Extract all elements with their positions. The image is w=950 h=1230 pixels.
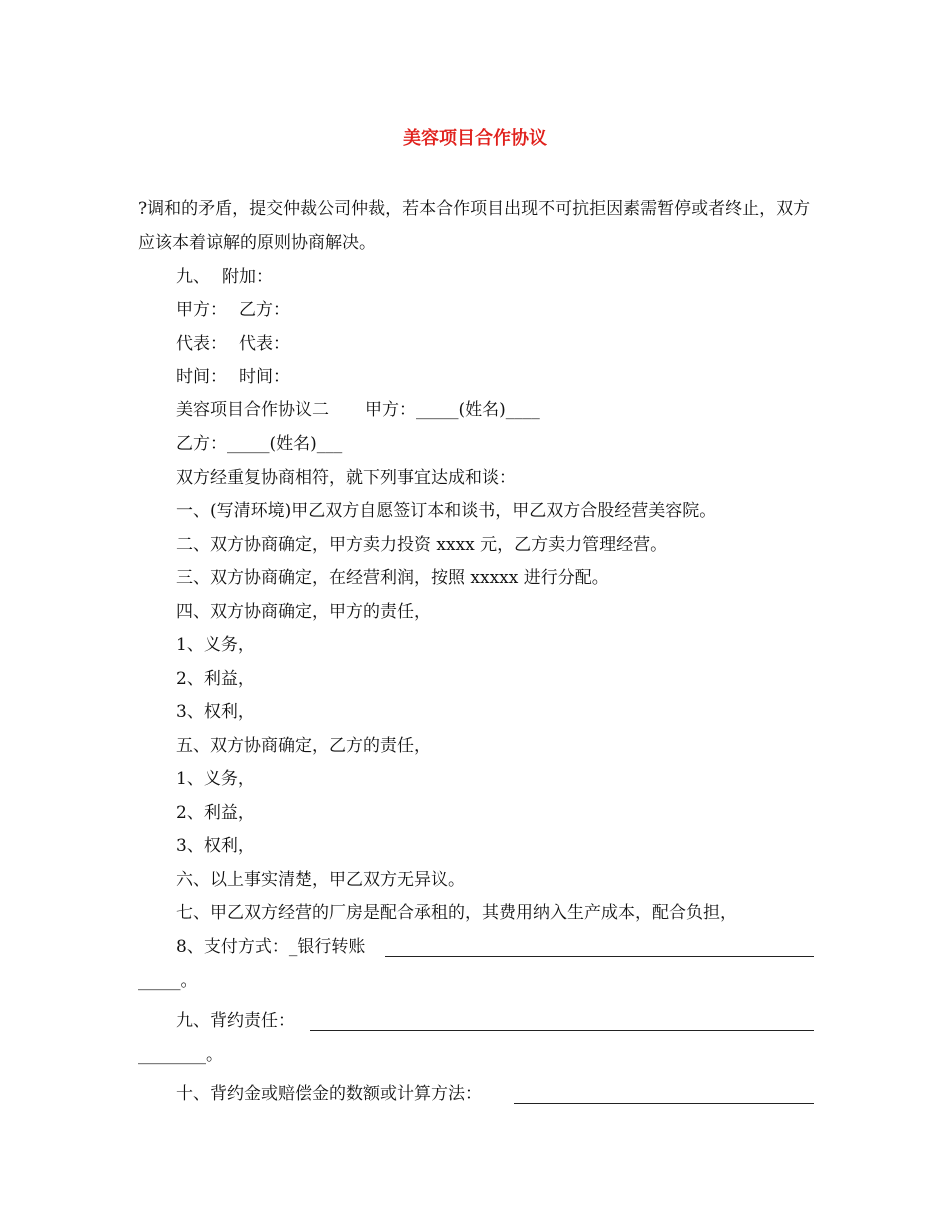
clause-line: 七、甲乙双方经营的厂房是配合承租的，其费用纳入生产成本，配合负担， xyxy=(176,903,737,923)
breach-blank-rule xyxy=(310,1030,814,1031)
second-party-a: 甲方：_____(姓名)____ xyxy=(365,400,540,420)
payment-blank-rule xyxy=(385,956,814,957)
clause-line: 一、(写清环境)甲乙双方自愿签订本和谈书，甲乙双方合股经营美容院。 xyxy=(176,501,717,521)
clause-line: 四、双方协商确定，甲方的责任， xyxy=(176,602,431,622)
breach-liability-line: 九、背约责任： xyxy=(176,1011,295,1031)
appendix-heading xyxy=(138,266,852,288)
representative-a-label: 代表： xyxy=(176,334,227,354)
clause-line: 2、利益， xyxy=(176,669,255,689)
payment-tail: _____。 xyxy=(138,971,198,991)
time-a-label: 时间： xyxy=(176,367,227,387)
appendix-number: 九、 xyxy=(176,267,210,287)
clause-line: 3、权利， xyxy=(176,836,255,856)
clause-line: 3、权利， xyxy=(176,702,255,722)
intro-paragraph: ?调和的矛盾，提交仲裁公司仲裁，若本合作项目出现不可抗拒因素需暂停或者终止，双方应该本着谅解的原则协商解决。 xyxy=(138,199,811,253)
second-agreement-title: 美容项目合作协议二 xyxy=(176,400,329,420)
clause-line: 三、双方协商确定，在经营利润，按照 xxxxx 进行分配。 xyxy=(176,568,609,588)
second-party-b: 乙方：_____(姓名)___ xyxy=(176,434,343,454)
signature-time-row xyxy=(138,366,852,388)
signature-representative-row xyxy=(138,333,852,355)
time-b-label: 时间： xyxy=(239,367,290,387)
payment-method-line: 8、支付方式：_银行转账 xyxy=(176,937,366,957)
appendix-label: 附加： xyxy=(222,267,273,287)
penalty-blank-rule xyxy=(514,1103,814,1104)
signature-party-row xyxy=(138,299,852,321)
clause-line: 1、义务， xyxy=(176,769,255,789)
second-lead: 双方经重复协商相符，就下列事宜达成和谈： xyxy=(176,468,516,488)
clause-line: 六、以上事实清楚，甲乙双方无异议。 xyxy=(176,870,465,890)
representative-b-label: 代表： xyxy=(239,334,290,354)
party-b-label: 乙方： xyxy=(239,300,290,320)
second-agreement-heading-row xyxy=(138,399,852,421)
clause-line: 1、义务， xyxy=(176,635,255,655)
document-title: 美容项目合作协议 xyxy=(403,128,547,149)
clause-line: 2、利益， xyxy=(176,803,255,823)
breach-tail: ________。 xyxy=(138,1045,223,1065)
clause-line: 二、双方协商确定，甲方卖力投资 xxxx 元，乙方卖力管理经营。 xyxy=(176,535,668,555)
penalty-line: 十、背约金或赔偿金的数额或计算方法： xyxy=(176,1084,482,1104)
party-a-label: 甲方： xyxy=(176,300,227,320)
clause-line: 五、双方协商确定，乙方的责任， xyxy=(176,736,431,756)
